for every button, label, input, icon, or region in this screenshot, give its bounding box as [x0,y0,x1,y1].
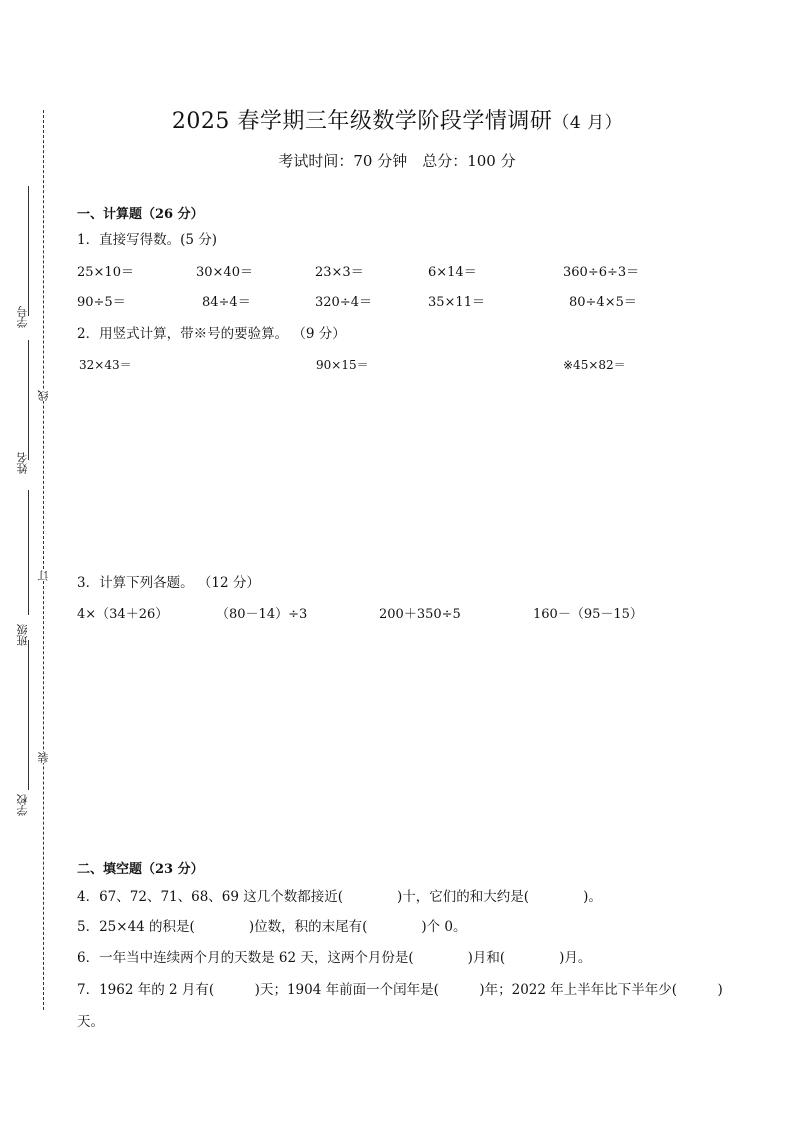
name-line [28,340,29,460]
bind-char-bind: 装 [37,752,50,763]
exam-info: 考试时间：70 分钟 总分：100 分 [278,152,516,170]
q6-text: 6．一年当中连续两个月的天数是 62 天，这两个月份是( )月和( )月。 [77,950,592,966]
q3-item: 160－（95－15） [533,607,643,622]
section1-heading: 一、计算题（26 分） [77,207,204,222]
q7-text-line1: 7．1962 年的 2 月有( )天；1904 年前面一个闰年是( )年；2022 年上半年比下半年少( ) [77,982,723,998]
q1-item: 23×3＝ [315,265,364,280]
q3-label: 3．计算下列各题。 （12 分） [77,575,260,591]
q1-item: 25×10＝ [77,265,134,280]
q1-item: 80÷4×5＝ [569,295,637,310]
q2-label: 2．用竖式计算，带※号的要验算。 （9 分） [77,326,346,342]
q5-text: 5．25×44 的积是( )位数，积的末尾有( )个 0。 [77,919,467,935]
q1-label: 1．直接写得数。(5 分) [77,232,218,248]
q1-item: 360÷6÷3＝ [563,265,640,280]
q1-item: 35×11＝ [428,295,485,310]
school-line [28,640,29,790]
q2-item: 32×43＝ [79,358,132,372]
page-title [0,104,794,135]
q1-item: 30×40＝ [196,265,253,280]
q3-item: （80－14）÷3 [216,607,308,622]
name-label: 姓名 [16,452,29,474]
q1-item: 6×14＝ [428,265,477,280]
bind-char-staple: 订 [37,570,50,581]
binding-dashed-line [43,110,44,1010]
section2-heading: 二、填空题（23 分） [77,862,204,877]
student-id-label: 学号 [16,306,29,328]
q4-text: 4．67、72、71、68、69 这几个数都接近( )十，它们的和大约是( )。 [77,889,602,905]
q7-text-line2: 天。 [77,1014,104,1030]
q3-item: 200＋350÷5 [379,607,461,622]
q2-item: ※45×82＝ [563,358,626,372]
q2-item: 90×15＝ [316,358,369,372]
q1-item: 90÷5＝ [77,295,126,310]
q1-item: 84÷4＝ [202,295,251,310]
title-main: 2025 春学期三年级数学阶段学情调研 [171,109,553,134]
q3-item: 4×（34＋26） [77,607,169,622]
q1-item: 320÷4＝ [315,295,372,310]
title-suffix: （4 月） [552,113,623,133]
school-label: 学校 [16,794,29,816]
class-label: 班级 [16,624,29,646]
bind-char-line: 线 [37,390,50,401]
student-id-line [28,186,29,316]
class-line [28,490,29,615]
